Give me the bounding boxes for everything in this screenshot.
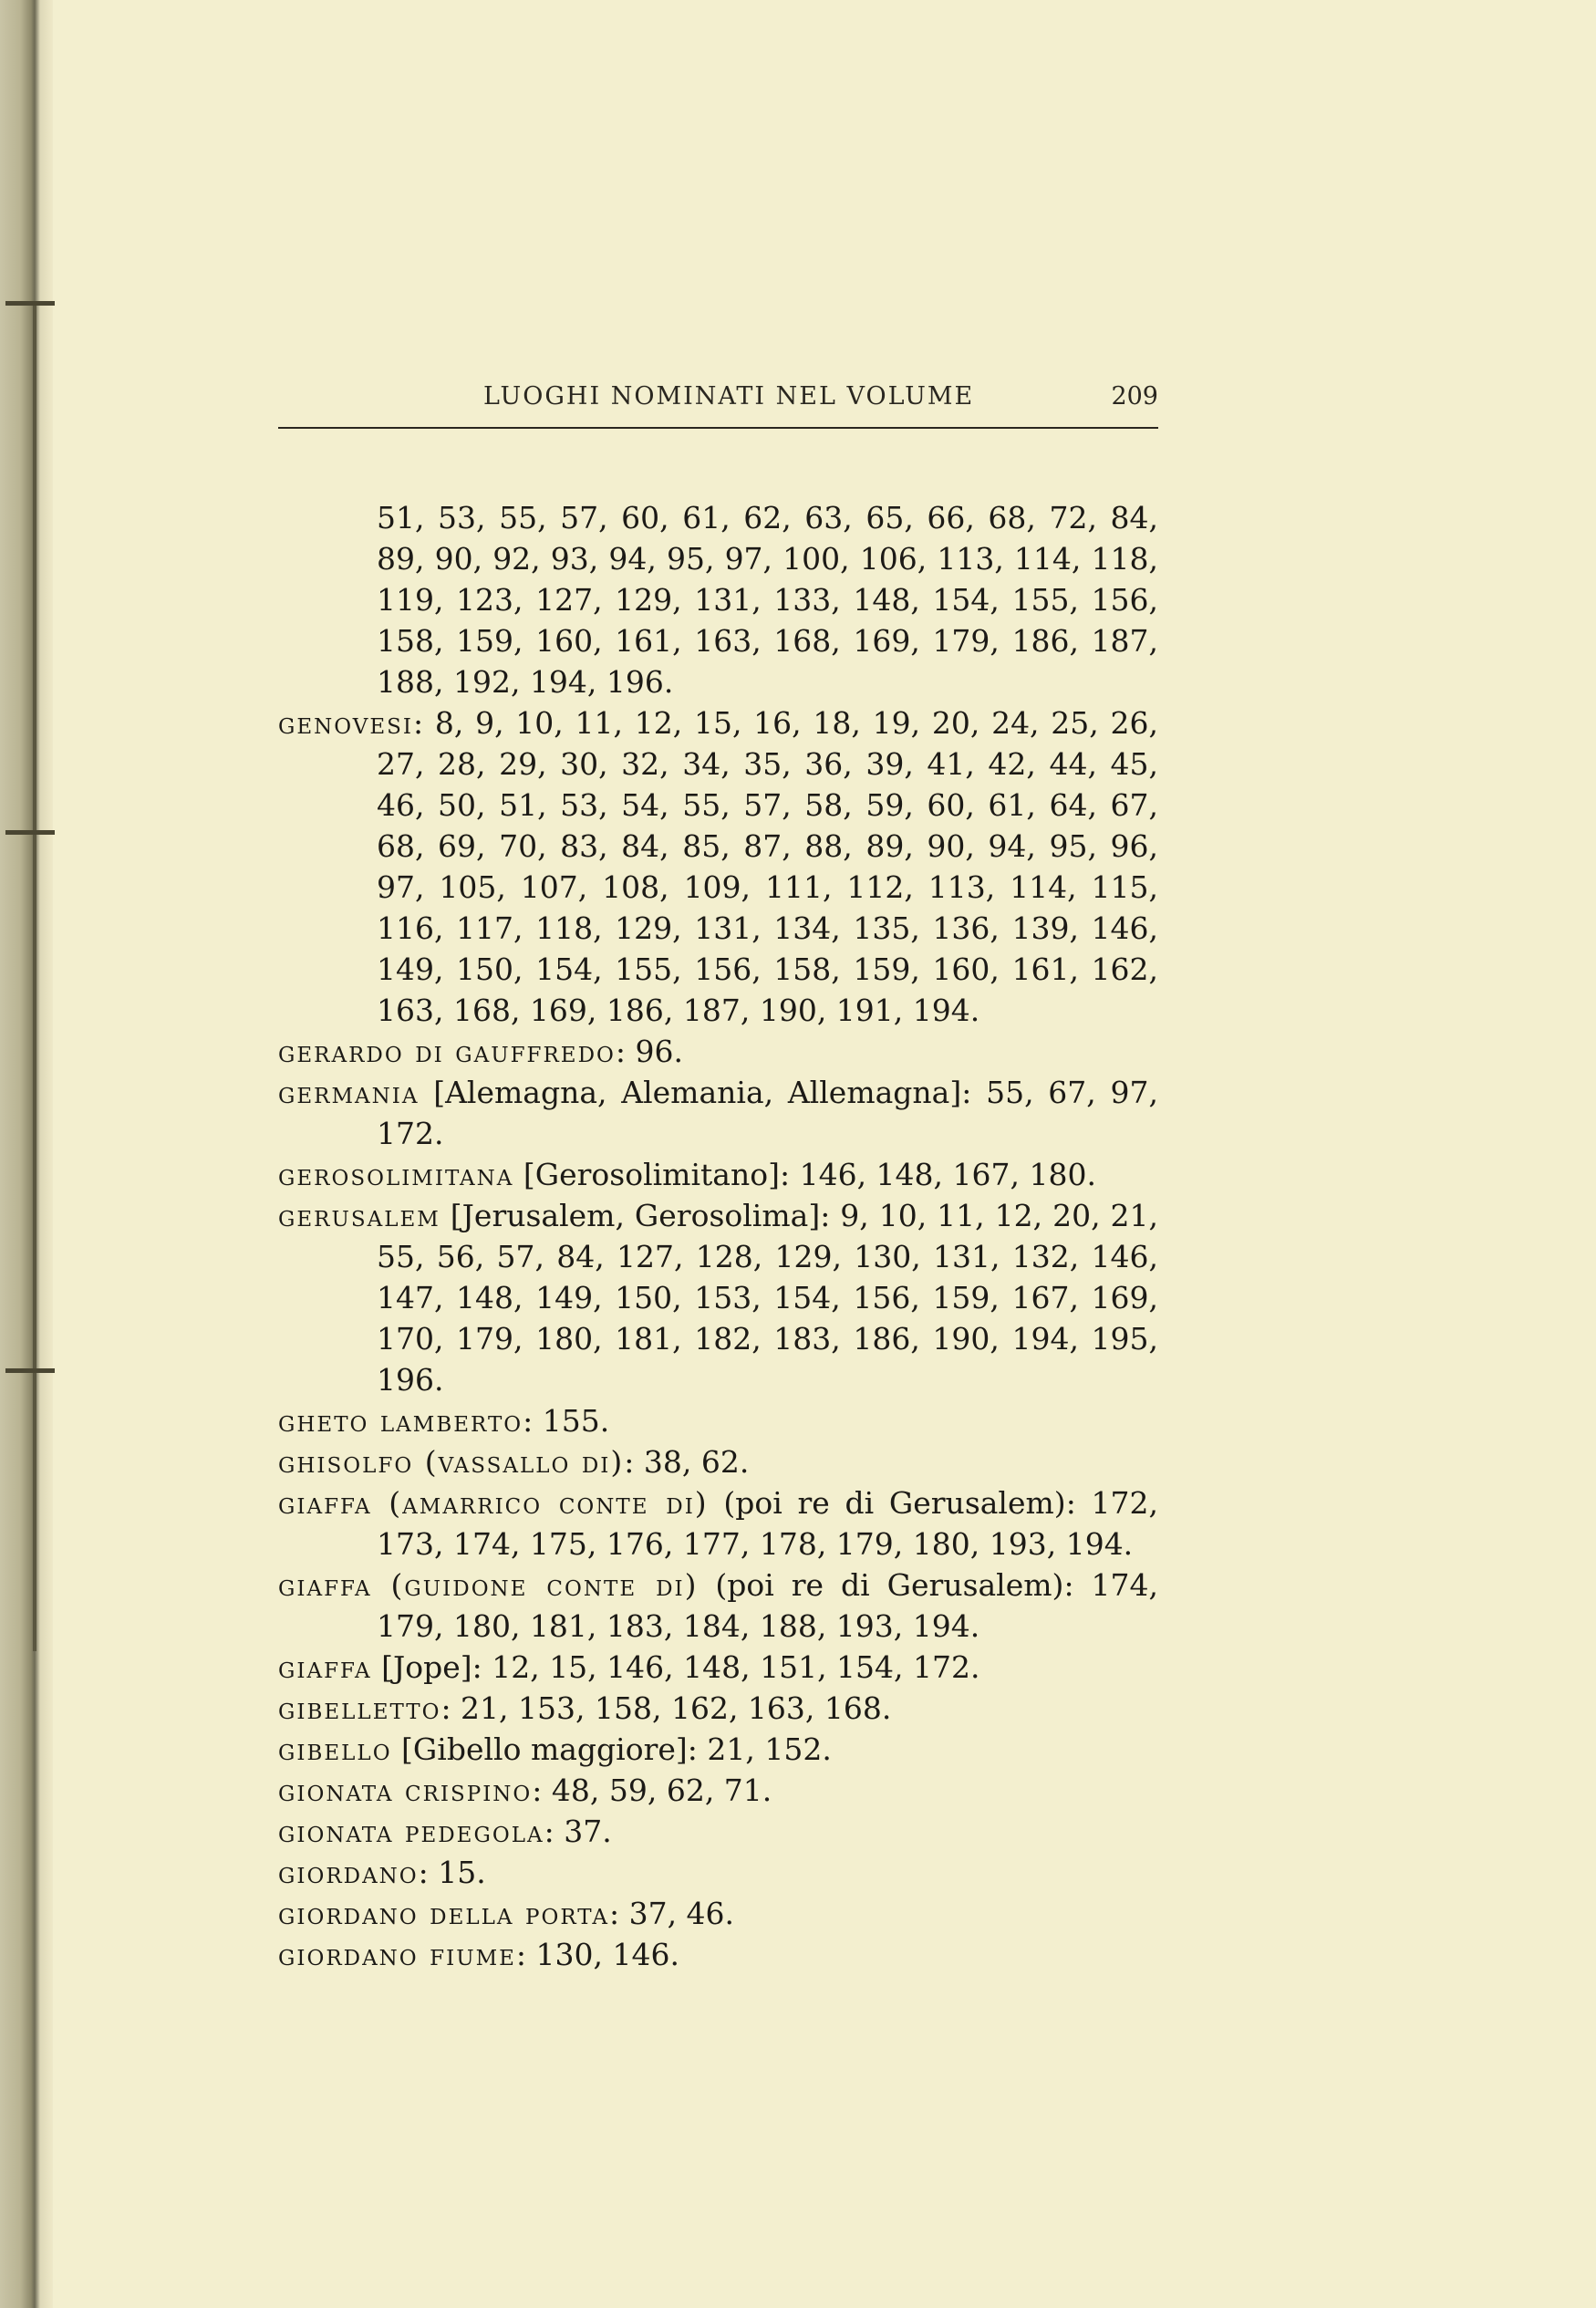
entry-head: genovesi bbox=[278, 705, 413, 741]
entry-refs: : 96. bbox=[615, 1034, 683, 1069]
continuation-refs: 51, 53, 55, 57, 60, 61, 62, 63, 65, 66, 68, 72, 84, 89, 90, 92, 93, 94, 95, 97, 100, 106, 113, 114, 118, 119, 123, 127, 129, 131, 133, 148, 154, 155, 156, 158, 159, 160, 161, 163, 168, 169, 179, 186, 187, 188, 192, 194, 196. bbox=[377, 500, 1158, 700]
index-entry bbox=[278, 1811, 1158, 1852]
entry-head: gerusalem bbox=[278, 1198, 440, 1233]
entry-head: giordano della porta bbox=[278, 1896, 609, 1931]
entry-head: giordano fiume bbox=[278, 1937, 516, 1972]
entry-refs: : 55, 67, 97, 172. bbox=[377, 1075, 1159, 1151]
index-entry bbox=[278, 1441, 1158, 1482]
index-entry bbox=[278, 1565, 1158, 1647]
entry-head: gibelletto bbox=[278, 1690, 441, 1726]
entry-variant: [Jerusalem, Gerosolima] bbox=[440, 1198, 821, 1233]
entry-head: gheto lamberto bbox=[278, 1403, 523, 1439]
binding-stitch bbox=[5, 830, 55, 835]
entry-head: giaffa (amarrico conte di) bbox=[278, 1485, 709, 1521]
entry-head: gibello bbox=[278, 1731, 392, 1767]
entry-refs: : 15. bbox=[418, 1855, 486, 1890]
entry-refs: : 38, 62. bbox=[624, 1444, 750, 1480]
index-entry bbox=[278, 1072, 1158, 1154]
index-entry bbox=[278, 1729, 1158, 1770]
entry-variant: (poi re di Gerusalem) bbox=[708, 1485, 1066, 1521]
entry-refs: : 12, 15, 146, 148, 151, 154, 172. bbox=[472, 1649, 980, 1685]
entry-refs: : 174, 179, 180, 181, 183, 184, 188, 193, 194. bbox=[377, 1567, 1158, 1644]
index-entry bbox=[278, 1893, 1158, 1934]
entry-variant: [Alemagna, Alemania, Allemagna] bbox=[419, 1075, 962, 1110]
entry-head: gionata pedegola bbox=[278, 1814, 544, 1849]
index-entry bbox=[278, 1400, 1158, 1441]
entry-head: giordano bbox=[278, 1855, 419, 1890]
binding-stitch bbox=[5, 301, 55, 306]
index-entry bbox=[278, 1688, 1158, 1729]
index-entry bbox=[278, 1647, 1158, 1688]
entry-variant: (poi re di Gerusalem) bbox=[698, 1567, 1064, 1603]
entry-refs: : 130, 146. bbox=[515, 1937, 679, 1972]
index-entry bbox=[278, 1852, 1158, 1893]
entry-head: gionata crispino bbox=[278, 1773, 533, 1808]
binding-stitch bbox=[5, 1368, 55, 1373]
index-entry bbox=[278, 1482, 1158, 1565]
spine-edge bbox=[33, 301, 36, 1651]
index-entry bbox=[278, 1154, 1158, 1195]
header-rule bbox=[278, 427, 1158, 429]
entry-head: ghisolfo (vassallo di) bbox=[278, 1444, 625, 1480]
entry-variant: [Gerosolimitano] bbox=[513, 1157, 780, 1192]
entry-refs: : 48, 59, 62, 71. bbox=[532, 1773, 772, 1808]
index-entry bbox=[278, 1031, 1158, 1072]
book-spine bbox=[0, 0, 53, 2308]
running-head-title: LUOGHI NOMINATI NEL VOLUME bbox=[483, 382, 975, 411]
entry-refs: : 146, 148, 167, 180. bbox=[779, 1157, 1096, 1192]
entry-refs: : 155. bbox=[523, 1403, 610, 1439]
index-entries bbox=[278, 702, 1158, 1975]
running-head bbox=[278, 379, 1158, 424]
entry-refs: : 21, 153, 158, 162, 163, 168. bbox=[440, 1690, 892, 1726]
entry-variant: [Gibello maggiore] bbox=[391, 1731, 688, 1767]
entry-refs: : 9, 10, 11, 12, 20, 21, 55, 56, 57, 84, 127, 128, 129, 130, 131, 132, 146, 147, 148, 149, 150, 153, 154, 156, 159, 167, 169, 170, 179, 180, 181, 182, 183, 186, 190, 194, 195, 196. bbox=[377, 1198, 1158, 1398]
index-list bbox=[278, 497, 1158, 1975]
entry-refs: : 172, 173, 174, 175, 176, 177, 178, 179, 180, 193, 194. bbox=[377, 1485, 1158, 1562]
entry-variant: [Jope] bbox=[371, 1649, 472, 1685]
entry-refs: : 8, 9, 10, 11, 12, 15, 16, 18, 19, 20, 24, 25, 26, 27, 28, 29, 30, 32, 34, 35, 36, 39, 41, 42, 44, 45, 46, 50, 51, 53, 54, 55, 57, 58, 59, 60, 61, 64, 67, 68, 69, 70, 83, 84, 85, 87, 88, 89, 90, 94, 95, 96, 97, 105, 107, 108, 109, 111, 112, 113, 114, 115, 116, 117, 118, 129, 131, 134, 135, 136, 139, 146, 149, 150, 154, 155, 156, 158, 159, 160, 161, 162, 163, 168, 169, 186, 187, 190, 191, 194. bbox=[377, 705, 1158, 1028]
entry-refs: : 37, 46. bbox=[608, 1896, 735, 1931]
entry-head: gerardo di gauffredo bbox=[278, 1034, 616, 1069]
entry-refs: : 37. bbox=[544, 1814, 612, 1849]
index-entry bbox=[278, 1195, 1158, 1400]
entry-head: giaffa (guidone conte di) bbox=[278, 1567, 699, 1603]
entry-refs: : 21, 152. bbox=[687, 1731, 832, 1767]
index-entry bbox=[278, 1770, 1158, 1811]
entry-head: germania bbox=[278, 1075, 420, 1110]
entry-head: gerosolimitana bbox=[278, 1157, 514, 1192]
entry-head: giaffa bbox=[278, 1649, 372, 1685]
index-entry bbox=[278, 702, 1158, 1031]
page-number: 209 bbox=[1111, 382, 1158, 411]
index-entry bbox=[278, 1934, 1158, 1975]
